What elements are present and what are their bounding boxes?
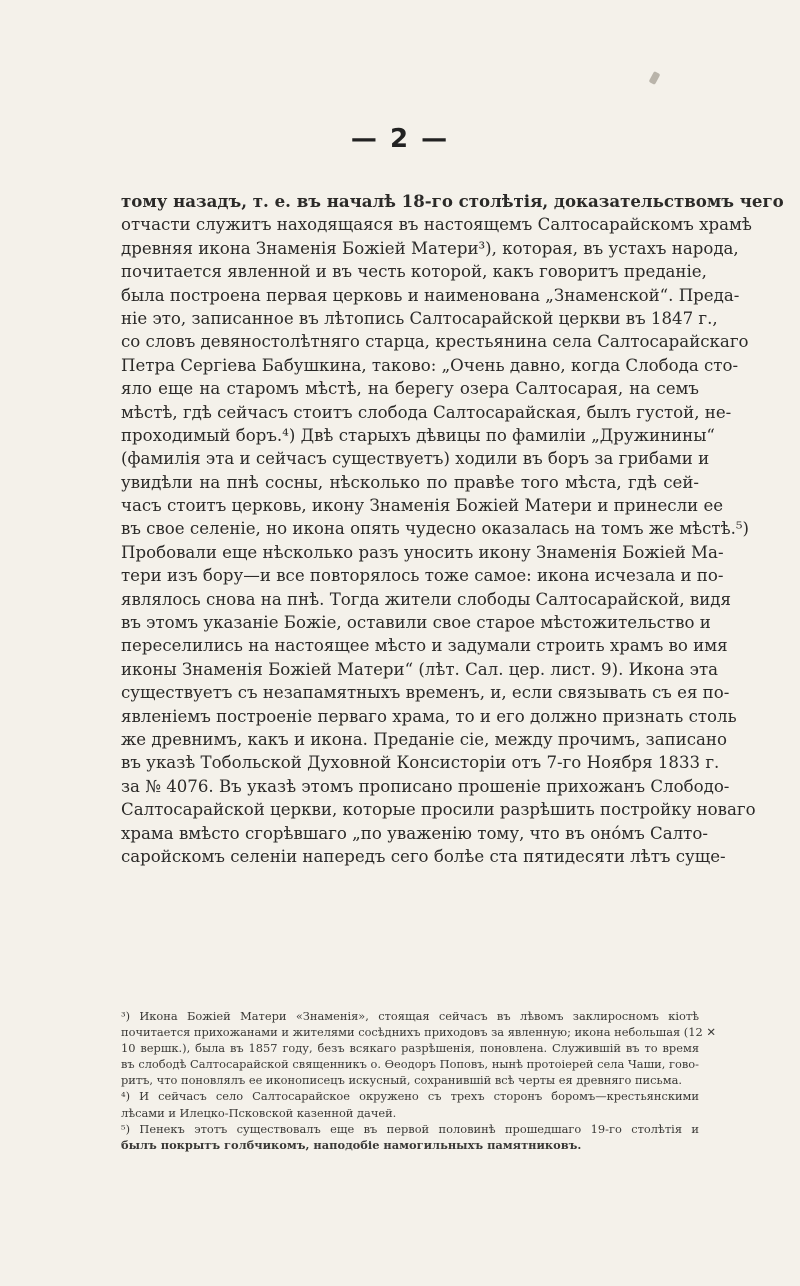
text-line: яло еще на старомъ мѣстѣ, на берегу озера Салтосарая, на семъ: [121, 379, 699, 399]
text-line: храма вмѣсто сгорѣвшаго „по уваженію тому, что въ оно́мъ Салто-: [121, 823, 708, 843]
text-line: въ свое селеніе, но икона опять чудесно оказалась на томъ же мѣстѣ.⁵): [121, 519, 750, 539]
text-line: существуетъ съ незапамятныхъ временъ, и, если связывать съ ея по-: [121, 683, 730, 703]
footnote-line: въ слободѣ Салтосарайской священникъ о. Ѳеодоръ Поповъ, нынѣ протоіерей села Чаши, гово-: [121, 1057, 699, 1072]
text-line: Пробовали еще нѣсколько разъ уносить икону Знаменія Божіей Ма-: [121, 542, 724, 562]
main-text: [121, 190, 784, 868]
text-line: (фамилія эта и сейчасъ существуетъ) ходили въ боръ за грибами и: [121, 449, 710, 469]
text-line: увидѣли на пнѣ сосны, нѣсколько по правѣе того мѣста, гдѣ сей-: [121, 472, 699, 492]
text-line: ніе это, записанное въ лѣтопись Салтосарайской церкви въ 1847 г.,: [121, 308, 718, 328]
text-line: за № 4076. Въ указѣ этомъ прописано прошеніе прихожанъ Слободо-: [121, 776, 730, 796]
footnotes: [121, 1008, 716, 1153]
footnote-line: былъ покрытъ голбчикомъ, наподобіе намогильныхъ памятниковъ.: [121, 1137, 582, 1152]
footnote-line: ³) Икона Божіей Матери «Знаменія», стоящая сейчасъ въ лѣвомъ заклиросномъ кіотѣ: [121, 1009, 699, 1023]
text-line: иконы Знаменія Божіей Матери“ (лѣт. Сал. цер. лист. 9). Икона эта: [121, 659, 719, 679]
text-line: мѣстѣ, гдѣ сейчасъ стоитъ слобода Салтосарайская, былъ густой, не-: [121, 402, 732, 422]
text-line: въ этомъ указаніе Божіе, оставили свое старое мѣстожительство и: [121, 613, 711, 633]
print-speck: [649, 71, 661, 85]
text-line: Петра Сергіева Бабушкина, таково: „Очень давно, когда Слобода сто-: [121, 355, 739, 375]
footnote-line: ритъ, что поновлялъ ее иконописецъ искусный, сохранившій всѣ черты ея древняго письма.: [121, 1073, 682, 1088]
page-number: — 2 —: [350, 124, 450, 154]
footnote-line: 10 вершк.), была въ 1857 году, безъ всякаго разрѣшенія, поновлена. Служившій въ то время: [121, 1041, 699, 1056]
text-line: въ указѣ Тобольской Духовной Консисторіи отъ 7-го Ноября 1833 г.: [121, 753, 720, 773]
text-line: являлось снова на пнѣ. Тогда жители слободы Салтосарайской, видя: [121, 589, 731, 609]
text-line: со словъ девяностолѣтняго старца, крестьянина села Салтосарайскаго: [121, 332, 749, 352]
text-line: часъ стоитъ церковь, икону Знаменія Божіей Матери и принесли ее: [121, 496, 724, 516]
text-line: тому назадъ, т. е. въ началѣ 18-го столѣтія, доказательствомъ чего: [121, 191, 784, 211]
text-line: саройскомъ селеніи напередъ сего болѣе ста пятидесяти лѣтъ суще-: [121, 846, 726, 866]
text-line: Салтосарайской церкви, которые просили разрѣшить постройку новаго: [121, 800, 756, 820]
footnote-line: лѣсами и Илецко-Псковской казенной дачей.: [121, 1105, 397, 1120]
footnote-line: ⁴) И сейчасъ село Салтосарайское окружено съ трехъ сторонъ боромъ—крестьянскими: [121, 1089, 699, 1104]
text-line: проходимый боръ.⁴) Двѣ старыхъ дѣвицы по фамиліи „Дружинины“: [121, 425, 715, 445]
text-line: древняя икона Знаменія Божіей Матери³), которая, въ устахъ народа,: [121, 238, 739, 258]
text-line: была построена первая церковь и наименована „Знаменской“. Преда-: [121, 285, 740, 305]
text-line: же древнимъ, какъ и икона. Преданіе сіе, между прочимъ, записано: [121, 729, 727, 749]
footnote-line: ⁵) Пенекъ этотъ существовалъ еще въ первой половинѣ прошедшаго 19-го столѣтія и: [121, 1121, 699, 1136]
text-line: почитается явленной и въ честь которой, какъ говоритъ преданіе,: [121, 262, 707, 282]
footnote-line: почитается прихожанами и жителями сосѣднихъ приходовъ за явленную; икона небольшая (12 ✕: [121, 1025, 716, 1040]
text-line: переселились на настоящее мѣсто и задумали строить храмъ во имя: [121, 636, 728, 656]
text-line: тери изъ бору—и все повторялось тоже самое: икона исчезала и по-: [121, 566, 724, 586]
text-line: отчасти служитъ находящаяся въ настоящемъ Салтосарайскомъ храмѣ: [121, 215, 752, 235]
text-line: явленіемъ построеніе перваго храма, то и его должно признать столь: [121, 706, 737, 726]
